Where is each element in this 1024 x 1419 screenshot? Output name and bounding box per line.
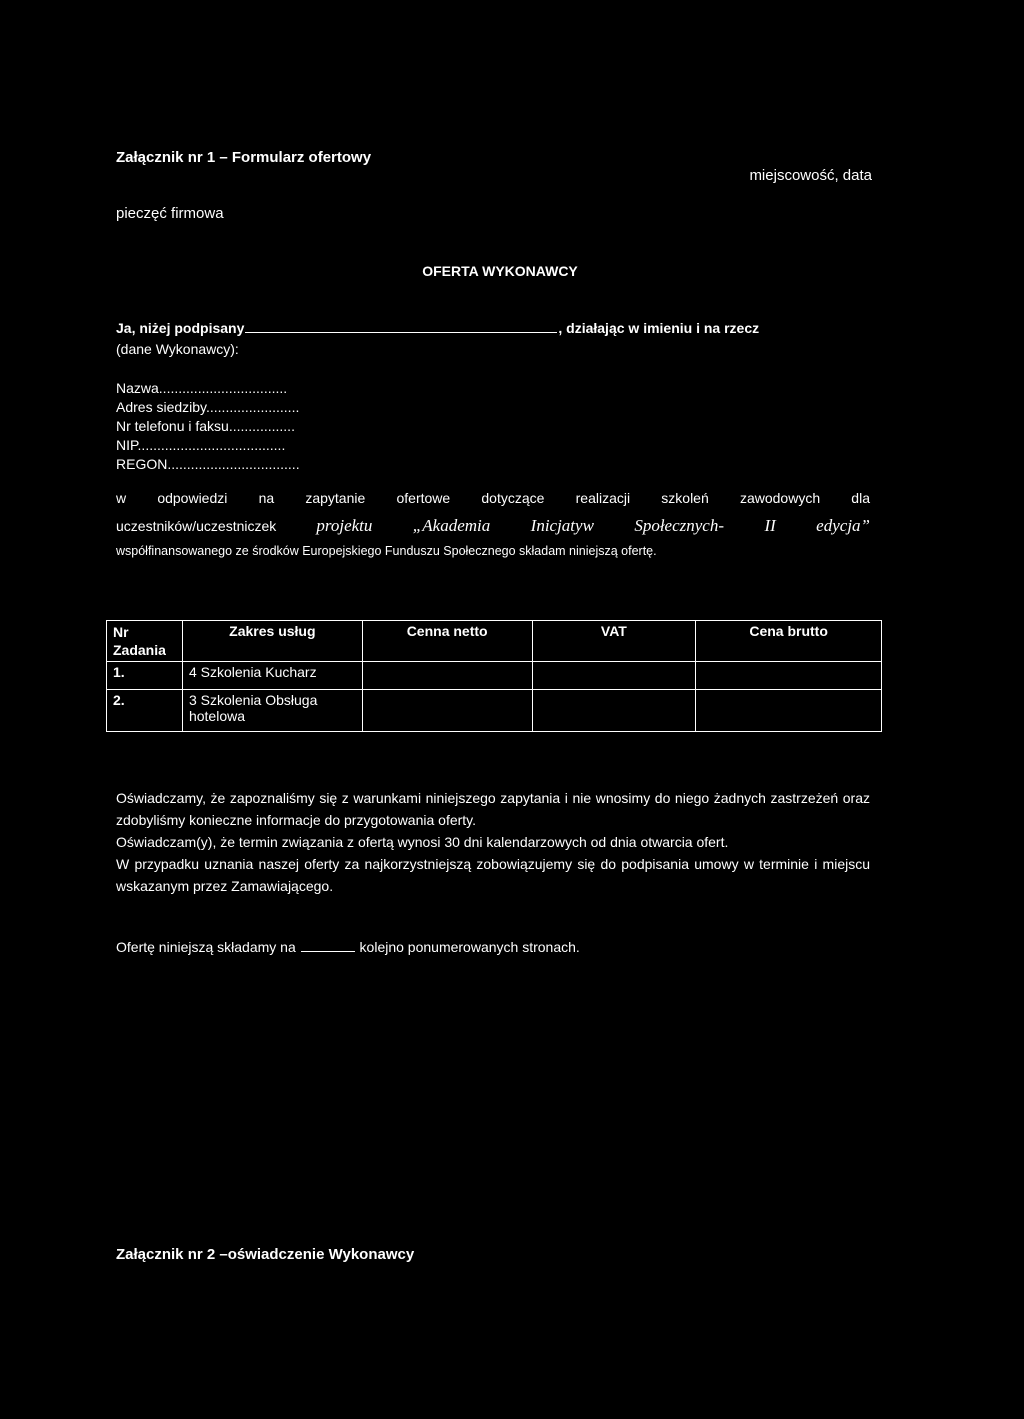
company-stamp-label: pieczęć firmowa <box>116 205 224 222</box>
row-scope: 4 Szkolenia Kucharz <box>182 662 362 690</box>
row-net-cell[interactable] <box>362 690 532 732</box>
intro-line-2 <box>116 516 870 536</box>
offer-table <box>106 620 882 732</box>
row-vat-cell[interactable] <box>532 690 696 732</box>
row-nr: 1. <box>107 662 183 690</box>
declarant-prefix: Ja, niżej podpisany <box>116 320 245 336</box>
field-nip[interactable]: NIP...................................... <box>116 437 286 453</box>
header-vat: VAT <box>532 621 696 662</box>
pages-prefix: Ofertę niniejszą składamy na <box>116 939 296 955</box>
row-gross-cell[interactable] <box>696 662 882 690</box>
header-gross: Cena brutto <box>696 621 882 662</box>
attachment-title: Załącznik nr 1 – Formularz ofertowy <box>116 149 372 166</box>
row-vat-cell[interactable] <box>532 662 696 690</box>
table-row <box>107 662 882 690</box>
declarant-note: (dane Wykonawcy): <box>116 341 239 357</box>
row-nr: 2. <box>107 690 183 732</box>
header-nr: Nr Zadania <box>107 621 183 662</box>
contractor-fields <box>116 379 300 474</box>
pages-suffix: kolejno ponumerowanych stronach. <box>359 939 580 955</box>
header-scope: Zakres usług <box>182 621 362 662</box>
header-net: Cenna netto <box>362 621 532 662</box>
statement-familiarity: Oświadczamy, że zapoznaliśmy się z warunkami niniejszego zapytania i nie wnosimy do niego żadnych zastrzeżeń oraz zdobyliśmy konieczne informacje do przygotowania oferty. <box>116 790 870 828</box>
field-regon[interactable]: REGON.................................. <box>116 456 300 472</box>
field-phone-fax[interactable]: Nr telefonu i faksu................. <box>116 418 295 434</box>
declarant-line <box>116 320 759 336</box>
statement-binding-period: Oświadczam(y), że termin związania z ofertą wynosi 30 dni kalendarzowych od dnia otwarcia ofert. <box>116 834 729 850</box>
intro-line-3: współfinansowanego ze środków Europejskiego Funduszu Społecznego składam niniejszą ofertę. <box>116 544 657 558</box>
attachment-2-title: Załącznik nr 2 –oświadczenie Wykonawcy <box>116 1246 415 1263</box>
declarant-suffix: , działając w imieniu i na rzecz <box>558 320 760 336</box>
field-address[interactable]: Adres siedziby........................ <box>116 399 300 415</box>
offer-title: OFERTA WYKONAWCY <box>422 263 578 279</box>
table-header-row <box>107 621 882 662</box>
row-net-cell[interactable] <box>362 662 532 690</box>
pages-line <box>116 939 580 955</box>
field-name[interactable]: Nazwa................................. <box>116 380 288 396</box>
statement-contract-signing: W przypadku uznania naszej oferty za najkorzystniejszą zobowiązujemy się do podpisania umowy w terminie i miejscu wskazanym przez Zamawiającego. <box>116 856 870 894</box>
declarant-name-blank[interactable] <box>245 331 557 333</box>
table-row <box>107 690 882 732</box>
place-date-label: miejscowość, data <box>749 167 872 184</box>
row-gross-cell[interactable] <box>696 690 882 732</box>
intro-line-1: w odpowiedzi na zapytanie ofertowe dotyczące realizacji szkoleń zawodowych dla <box>116 490 870 506</box>
row-scope: 3 Szkolenia Obsługa hotelowa <box>182 690 362 732</box>
intro-participants: uczestników/uczestniczek <box>116 518 277 534</box>
project-name: projektu „Akademia Inicjatyw Społecznych- II edycja” <box>316 516 870 535</box>
pages-count-blank[interactable] <box>301 950 355 952</box>
